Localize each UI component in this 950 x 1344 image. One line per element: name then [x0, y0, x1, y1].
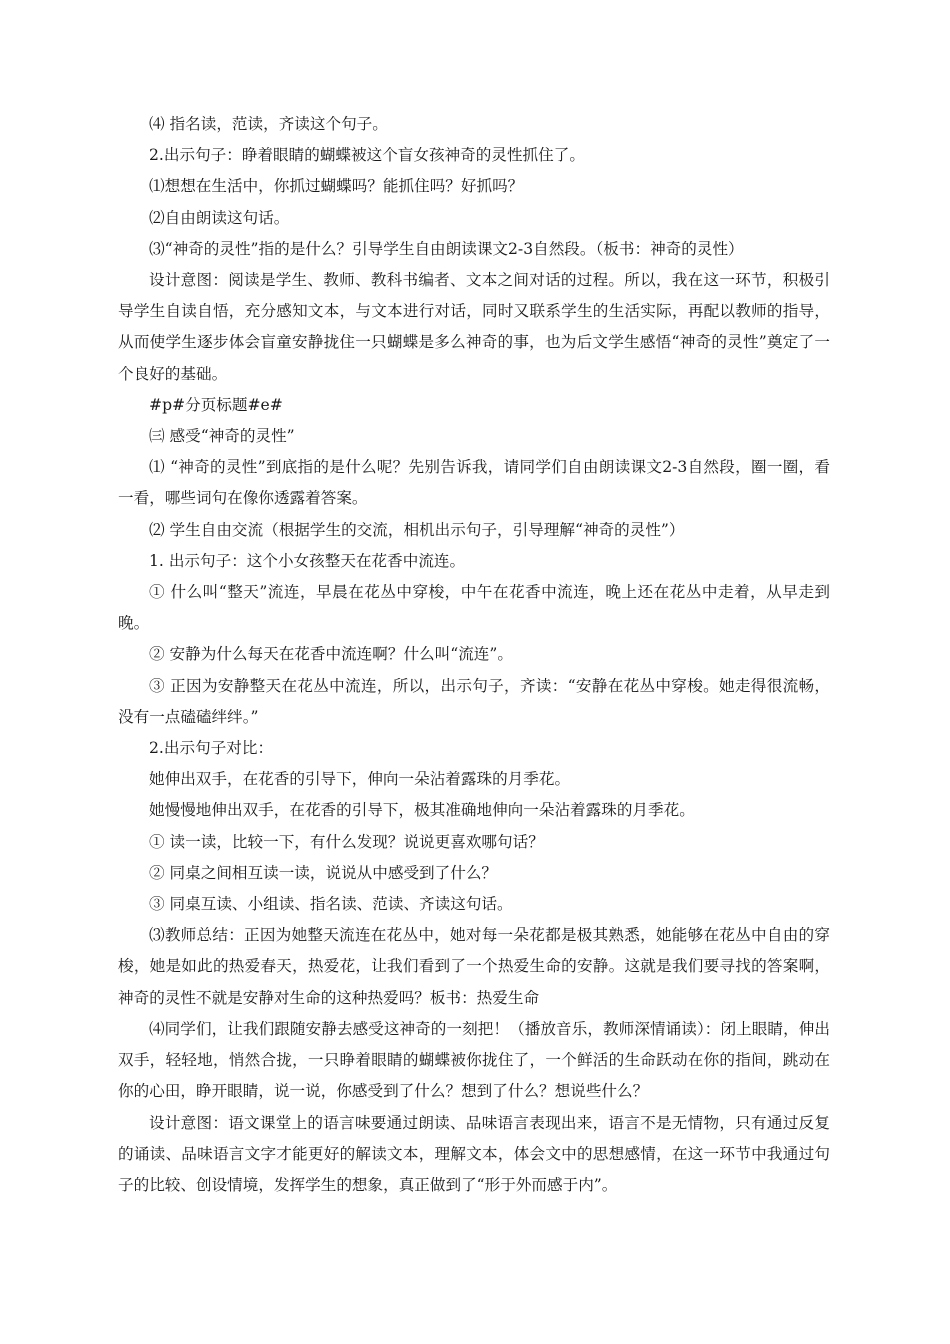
design-intent-paragraph: 设计意图：阅读是学生、教师、教科书编者、文本之间对话的过程。所以，我在这一环节，积极引导学生自读自悟，充分感知文本，与文本进行对话，同时又联系学生的生活实际，再配以教师的指导，从而使学生逐步体会盲童安静拢住一只蝴蝶是多么神奇的事，也为后文学生感悟“神奇的灵性”奠定了一个良好的基础。 [118, 271, 830, 383]
paragraph: ② 同桌之间相互读一读，说说从中感受到了什么？ [149, 863, 498, 882]
paragraph: ⑵自由朗读这句话。 [149, 208, 290, 227]
paragraph: ③ 同桌互读、小组读、指名读、范读、齐读这句话。 [149, 895, 513, 914]
paragraph: 她伸出双手，在花香的引导下，伸向一朵沾着露珠的月季花。 [149, 770, 571, 789]
paragraph: ① 什么叫“整天”流连，早晨在花丛中穿梭，中午在花香中流连，晚上还在花丛中走着，从早走到晚。 [118, 583, 830, 633]
paragraph: ③ 正因为安静整天在花丛中流连，所以，出示句子，齐读：“安静在花丛中穿梭。她走得很流畅，没有一点磕磕绊绊。” [118, 676, 830, 726]
paragraph: 2.出示句子：睁着眼睛的蝴蝶被这个盲女孩神奇的灵性抓住了。 [149, 146, 585, 165]
paragraph: ⑴想想在生活中，你抓过蝴蝶吗？能抓住吗？好抓吗？ [149, 177, 524, 196]
paragraph: ⑷同学们，让我们跟随安静去感受这神奇的一刻把！（播放音乐，教师深情诵读）：闭上眼睛，伸出双手，轻轻地，悄然合拢，一只睁着眼睛的蝴蝶被你拢住了，一个鲜活的生命跃动在你的指间，跳动在你的心田，睁开眼睛，说一说，你感受到了什么？想到了什么？想说些什么？ [118, 1019, 830, 1101]
document-body [118, 109, 830, 1201]
paragraph: ① 读一读，比较一下，有什么发现？说说更喜欢哪句话？ [149, 832, 544, 851]
paragraph: ⑵ 学生自由交流（根据学生的交流，相机出示句子，引导理解“神奇的灵性”） [149, 520, 685, 539]
paragraph: ⑶教师总结：正因为她整天流连在花丛中，她对每一朵花都是极其熟悉，她能够在花丛中自由的穿梭，她是如此的热爱春天，热爱花，让我们看到了一个热爱生命的安静。这就是我们要寻找的答案啊，神奇的灵性不就是安静对生命的这种热爱吗？板书：热爱生命 [118, 926, 830, 1007]
paragraph: ⑴ “神奇的灵性”到底指的是什么呢？先别告诉我，请同学们自由朗读课文2-3自然段，圈一圈，看一看，哪些词句在像你透露着答案。 [118, 458, 830, 508]
paragraph: ② 安静为什么每天在花香中流连啊？什么叫“流连”。 [149, 645, 513, 664]
section-heading: ㈢ 感受“神奇的灵性” [149, 427, 295, 446]
paragraph: 1. 出示句子：这个小女孩整天在花香中流连。 [149, 551, 466, 570]
paragraph: ⑶“神奇的灵性”指的是什么？引导学生自由朗读课文2-3自然段。（板书：神奇的灵性） [149, 239, 744, 258]
page-break-marker: #p#分页标题#e# [149, 395, 283, 414]
paragraph: ⑷ 指名读，范读，齐读这个句子。 [149, 115, 388, 133]
paragraph: 2.出示句子对比： [149, 739, 274, 758]
design-intent-paragraph: 设计意图：语文课堂上的语言味要通过朗读、品味语言表现出来，语言不是无情物，只有通过反复的诵读、品味语言文字才能更好的解读文本，理解文本，体会文中的思想感情，在这一环节中我通过句子的比较、创设情境，发挥学生的想象，真正做到了“形于外而感于内”。 [118, 1113, 830, 1194]
paragraph: 她慢慢地伸出双手，在花香的引导下，极其准确地伸向一朵沾着露珠的月季花。 [149, 801, 695, 820]
